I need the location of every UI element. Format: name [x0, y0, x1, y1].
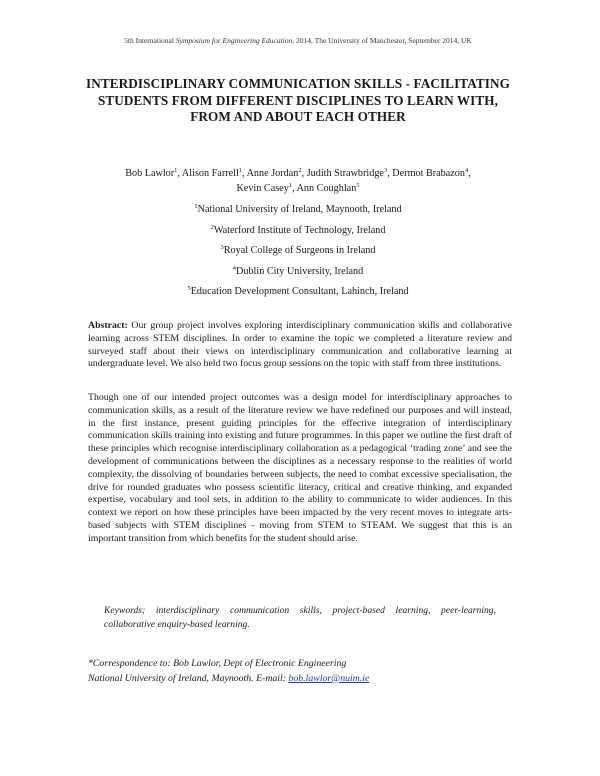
conference-name: Symposium for Engineering Education	[175, 36, 293, 45]
body-paragraph: Though one of our intended project outcomes was a design model for interdisciplinary approaches to communication skills, as a result of the literature review we have redefined our purposes and will instead, in the first instance, present guiding principles for the effective integration of interdisciplinary communication skills training into existing and future programmes. In this paper we outline the first draft of these principles which recognise interdisciplinary collaboration as a pedagogical ‘trading zone’ and see the development of communications between the disciplines as a necessary response to the realities of world complexity, the dissolving of boundaries between subjects, the need to combat excessive specialisation, the drive for rounded graduates who possess scientific literacy, critical and creative thinking, and expanded expertise, vocabulary and tool sets, in addition to the ability to communicate to wider audiences. In this context we report on how these principles have been impacted by the very recent moves to integrate arts-based subjects with STEM disciplines - moving from STEM to STEAM. We suggest that this is an important transition from which benefits for the student should arise.	[88, 392, 512, 544]
affiliation: $^4$Dublin City University, Ireland	[232, 264, 364, 277]
author: Anne Jordan$^2$	[246, 167, 302, 179]
abstract-label: Abstract:	[88, 320, 128, 331]
running-header: 5th International Symposium for Engineering Education, 2014, The University of Manchester, September 2014, UK	[124, 36, 472, 45]
author: Alison Farrell$^1$	[181, 167, 243, 179]
author-list: Bob Lawlor$^1$, Alison Farrell$^1$, Anne Jordan$^2$, Judith Strawbridge$^3$, Dermot Brabazon$^4$, Kevin Casey$^1$, Ann Coughlan$^5$	[125, 167, 471, 194]
author: Bob Lawlor$^1$	[125, 167, 178, 179]
author: Judith Strawbridge$^3$	[306, 167, 388, 179]
correspondence: *Correspondence to: Bob Lawlor, Dept of Electronic Engineering National University of Ireland, Maynooth. E-mail: bob.lawlor@nuim.ie	[88, 658, 370, 684]
author: Kevin Casey$^1$	[236, 182, 293, 194]
affiliation: $^1$National University of Ireland, Maynooth, Ireland	[194, 203, 402, 215]
abstract-paragraph: Abstract: Our group project involves exploring interdisciplinary communication skills and collaborative learning across STEM disciplines. In order to examine the topic we completed a literature review and surveyed staff about their views on interdisciplinary communication and collaborative learning at undergraduate level. We also held two focus group sessions on the topic with staff from three institutions.	[88, 320, 512, 370]
email-link[interactable]: bob.lawlor@nuim.ie	[288, 672, 370, 684]
affiliation: $^2$Waterford Institute of Technology, Ireland	[210, 223, 386, 236]
affiliation: $^3$Royal College of Surgeons in Ireland	[220, 244, 376, 256]
author: Ann Coughlan$^5$	[296, 182, 360, 194]
keywords: Keywords; interdisciplinary communication skills, project-based learning, peer-learning, collaborative enquiry-based learning.	[104, 605, 496, 630]
affiliation: $^5$Education Development Consultant, Lahinch, Ireland	[187, 285, 409, 297]
affiliation-list	[86, 200, 510, 303]
paper-title: INTERDISCIPLINARY COMMUNICATION SKILLS - FACILITATING STUDENTS FROM DIFFERENT DISCIPLINES TO LEARN WITH, FROM AND ABOUT EACH OTHER	[86, 76, 510, 124]
author: Dermot Brabazon$^4$	[392, 167, 469, 179]
